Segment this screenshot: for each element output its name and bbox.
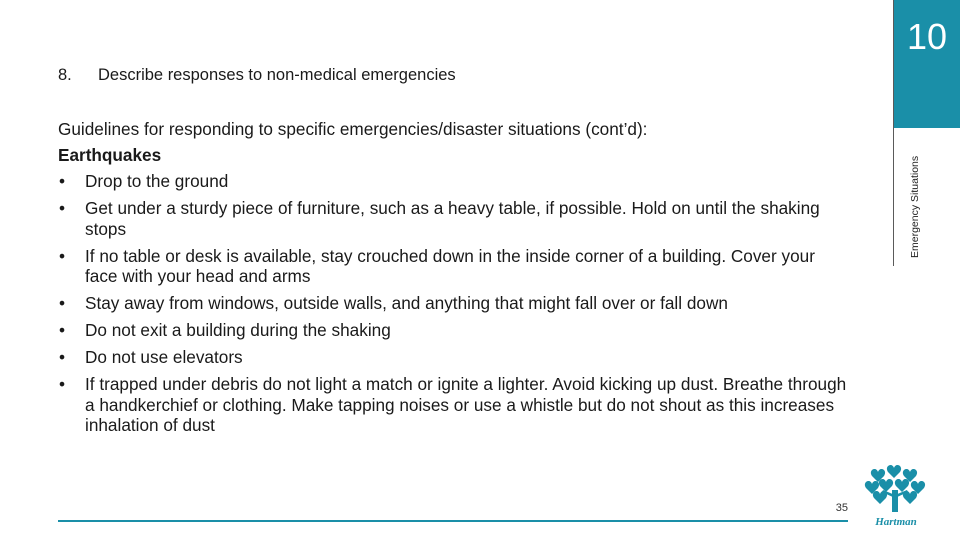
slide-heading <box>58 66 456 85</box>
intro-text: Guidelines for responding to specific emergencies/disaster situations (cont’d): <box>58 119 648 139</box>
bullet-item: • Get under a sturdy piece of furniture, such as a heavy table, if possible. Hold on until the shaking stops <box>58 198 848 239</box>
bullet-item: • If trapped under debris do not light a match or ignite a lighter. Avoid kicking up dust. Breathe through a handkerchief or clothing. Make tapping noises or use a whistle but do not shout as this increases inhalation of dust <box>58 374 848 436</box>
tree-logo-icon <box>862 462 930 528</box>
side-divider <box>893 0 894 266</box>
chapter-side-label: Emergency Situations <box>909 155 921 258</box>
bullet-item: • Do not exit a building during the shaking <box>58 320 848 341</box>
bullet-list <box>58 171 848 436</box>
section-title: Earthquakes <box>58 144 162 165</box>
page-number: 35 <box>835 502 848 514</box>
bullet-item: • If no table or desk is available, stay crouched down in the inside corner of a building. Cover your face with your head and arms <box>58 246 848 287</box>
heading-number: 8. <box>58 66 72 84</box>
bullet-item: • Stay away from windows, outside walls, and anything that might fall over or fall down <box>58 293 848 314</box>
footer-rule <box>58 520 848 522</box>
chapter-number: 10 <box>906 16 948 57</box>
slide-body <box>58 119 848 442</box>
heading-text: Describe responses to non-medical emergencies <box>98 66 456 84</box>
bullet-item: • Drop to the ground <box>58 171 848 192</box>
bullet-item: • Do not use elevators <box>58 347 848 368</box>
logo-text: Hartman <box>875 516 917 528</box>
